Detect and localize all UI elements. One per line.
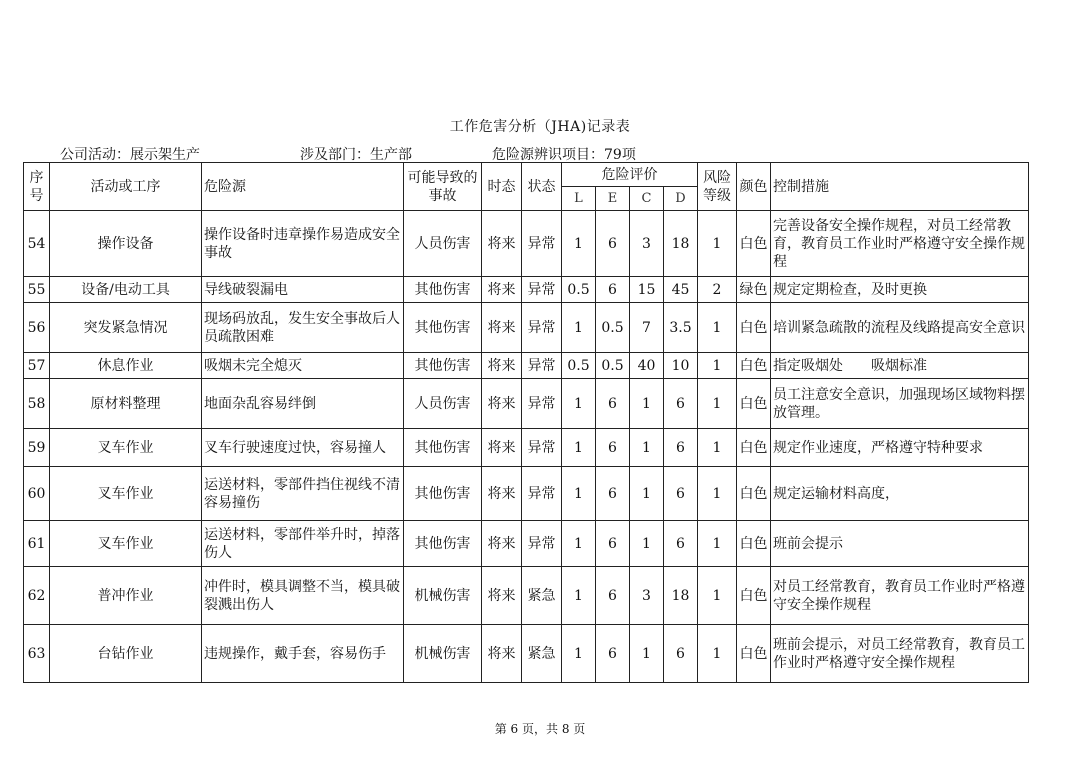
header-d: D (664, 187, 698, 211)
row-color: 绿色 (737, 277, 771, 303)
row-hazard: 运送材料，零部件挡住视线不清容易撞伤 (202, 467, 404, 521)
row-e: 6 (596, 277, 630, 303)
row-activity: 叉车作业 (50, 467, 202, 521)
row-l: 1 (562, 303, 596, 353)
row-tense: 将来 (482, 379, 522, 429)
table-row (24, 303, 1029, 353)
row-d: 45 (664, 277, 698, 303)
row-color: 白色 (737, 353, 771, 379)
row-e: 6 (596, 521, 630, 567)
row-state: 异常 (522, 467, 562, 521)
company-activity: 公司活动：展示架生产 (60, 147, 200, 163)
page-title: 工作危害分析（JHA)记录表 (449, 119, 631, 135)
row-seq: 62 (24, 567, 50, 625)
row-accident: 人员伤害 (404, 379, 482, 429)
row-seq: 57 (24, 353, 50, 379)
row-l: 1 (562, 521, 596, 567)
row-activity: 叉车作业 (50, 521, 202, 567)
row-level: 1 (698, 303, 737, 353)
row-activity: 台钻作业 (50, 625, 202, 683)
row-tense: 将来 (482, 521, 522, 567)
row-hazard: 地面杂乱容易绊倒 (202, 379, 404, 429)
row-accident: 其他伤害 (404, 303, 482, 353)
table-row (24, 277, 1029, 303)
row-d: 18 (664, 211, 698, 277)
row-tense: 将来 (482, 429, 522, 467)
header-l: L (562, 187, 596, 211)
row-activity: 突发紧急情况 (50, 303, 202, 353)
row-tense: 将来 (482, 277, 522, 303)
row-tense: 将来 (482, 567, 522, 625)
row-hazard: 导线破裂漏电 (202, 277, 404, 303)
row-tense: 将来 (482, 211, 522, 277)
table-row (24, 567, 1029, 625)
row-color: 白色 (737, 567, 771, 625)
row-state: 异常 (522, 211, 562, 277)
row-hazard: 违规操作，戴手套，容易伤手 (202, 625, 404, 683)
hazard-item-count: 危险源辨识项目：79项 (492, 147, 636, 163)
row-activity: 普冲作业 (50, 567, 202, 625)
row-e: 6 (596, 211, 630, 277)
row-l: 0.5 (562, 277, 596, 303)
row-d: 6 (664, 467, 698, 521)
row-color: 白色 (737, 467, 771, 521)
row-level: 1 (698, 467, 737, 521)
row-seq: 54 (24, 211, 50, 277)
row-l: 1 (562, 429, 596, 467)
table-row (24, 521, 1029, 567)
row-c: 3 (630, 567, 664, 625)
row-c: 1 (630, 625, 664, 683)
row-color: 白色 (737, 211, 771, 277)
row-d: 10 (664, 353, 698, 379)
row-state: 紧急 (522, 625, 562, 683)
header-state: 状态 (522, 163, 562, 211)
row-state: 异常 (522, 277, 562, 303)
row-accident: 其他伤害 (404, 521, 482, 567)
header-c: C (630, 187, 664, 211)
header-level: 风险等级 (698, 163, 737, 211)
table-row (24, 467, 1029, 521)
row-seq: 60 (24, 467, 50, 521)
table-row (24, 211, 1029, 277)
row-state: 异常 (522, 353, 562, 379)
row-d: 3.5 (664, 303, 698, 353)
row-d: 18 (664, 567, 698, 625)
row-seq: 56 (24, 303, 50, 353)
row-d: 6 (664, 379, 698, 429)
department: 涉及部门：生产部 (300, 147, 412, 163)
row-control: 班前会提示，对员工经常教育，教育员工作业时严格遵守安全操作规程 (771, 625, 1029, 683)
row-color: 白色 (737, 429, 771, 467)
row-c: 3 (630, 211, 664, 277)
row-d: 6 (664, 521, 698, 567)
row-hazard: 运送材料，零部件举升时，掉落伤人 (202, 521, 404, 567)
row-control: 完善设备安全操作规程，对员工经常教育，教育员工作业时严格遵守安全操作规程 (771, 211, 1029, 277)
row-c: 15 (630, 277, 664, 303)
row-seq: 58 (24, 379, 50, 429)
row-d: 6 (664, 429, 698, 467)
row-control: 班前会提示 (771, 521, 1029, 567)
row-accident: 其他伤害 (404, 467, 482, 521)
row-l: 0.5 (562, 353, 596, 379)
row-level: 1 (698, 353, 737, 379)
header-e: E (596, 187, 630, 211)
row-d: 6 (664, 625, 698, 683)
header-seq: 序号 (24, 163, 50, 211)
row-accident: 机械伤害 (404, 567, 482, 625)
header-tense: 时态 (482, 163, 522, 211)
row-l: 1 (562, 379, 596, 429)
header-accident: 可能导致的事故 (404, 163, 482, 211)
row-hazard: 叉车行驶速度过快，容易撞人 (202, 429, 404, 467)
row-accident: 其他伤害 (404, 353, 482, 379)
row-hazard: 现场码放乱，发生安全事故后人员疏散困难 (202, 303, 404, 353)
row-control: 指定吸烟处 吸烟标准 (771, 353, 1029, 379)
row-c: 7 (630, 303, 664, 353)
row-c: 1 (630, 429, 664, 467)
table-row (24, 353, 1029, 379)
header-activity: 活动或工序 (50, 163, 202, 211)
jha-table (23, 162, 1029, 683)
row-state: 异常 (522, 379, 562, 429)
row-c: 1 (630, 521, 664, 567)
row-e: 0.5 (596, 303, 630, 353)
row-level: 1 (698, 521, 737, 567)
row-seq: 61 (24, 521, 50, 567)
row-c: 1 (630, 379, 664, 429)
row-l: 1 (562, 625, 596, 683)
row-control: 规定定期检查，及时更换 (771, 277, 1029, 303)
table-row (24, 625, 1029, 683)
row-level: 1 (698, 429, 737, 467)
row-accident: 其他伤害 (404, 429, 482, 467)
row-tense: 将来 (482, 467, 522, 521)
row-e: 0.5 (596, 353, 630, 379)
row-activity: 叉车作业 (50, 429, 202, 467)
row-level: 2 (698, 277, 737, 303)
row-e: 6 (596, 467, 630, 521)
row-level: 1 (698, 211, 737, 277)
header-row (24, 163, 1029, 187)
row-e: 6 (596, 567, 630, 625)
row-c: 40 (630, 353, 664, 379)
row-accident: 人员伤害 (404, 211, 482, 277)
row-hazard: 冲件时，模具调整不当，模具破裂溅出伤人 (202, 567, 404, 625)
row-level: 1 (698, 625, 737, 683)
table-row (24, 379, 1029, 429)
row-e: 6 (596, 625, 630, 683)
row-control: 员工注意安全意识，加强现场区域物料摆放管理。 (771, 379, 1029, 429)
row-color: 白色 (737, 521, 771, 567)
row-l: 1 (562, 211, 596, 277)
row-tense: 将来 (482, 353, 522, 379)
row-tense: 将来 (482, 303, 522, 353)
row-control: 规定作业速度，严格遵守特种要求 (771, 429, 1029, 467)
row-color: 白色 (737, 303, 771, 353)
row-activity: 操作设备 (50, 211, 202, 277)
table-row (24, 429, 1029, 467)
row-level: 1 (698, 379, 737, 429)
row-e: 6 (596, 429, 630, 467)
row-seq: 55 (24, 277, 50, 303)
row-tense: 将来 (482, 625, 522, 683)
row-accident: 其他伤害 (404, 277, 482, 303)
row-control: 培训紧急疏散的流程及线路提高安全意识 (771, 303, 1029, 353)
row-state: 异常 (522, 521, 562, 567)
row-seq: 63 (24, 625, 50, 683)
row-accident: 机械伤害 (404, 625, 482, 683)
row-control: 规定运输材料高度， (771, 467, 1029, 521)
row-color: 白色 (737, 625, 771, 683)
page-footer: 第 6 页，共 8 页 (494, 722, 586, 736)
row-state: 紧急 (522, 567, 562, 625)
row-e: 6 (596, 379, 630, 429)
header-hazard: 危险源 (202, 163, 404, 211)
row-seq: 59 (24, 429, 50, 467)
row-level: 1 (698, 567, 737, 625)
row-state: 异常 (522, 303, 562, 353)
header-risk-eval: 危险评价 (562, 163, 698, 187)
row-l: 1 (562, 467, 596, 521)
row-control: 对员工经常教育，教育员工作业时严格遵守安全操作规程 (771, 567, 1029, 625)
row-state: 异常 (522, 429, 562, 467)
row-color: 白色 (737, 379, 771, 429)
header-control: 控制措施 (771, 163, 1029, 211)
row-hazard: 操作设备时违章操作易造成安全事故 (202, 211, 404, 277)
row-l: 1 (562, 567, 596, 625)
row-hazard: 吸烟未完全熄灭 (202, 353, 404, 379)
row-activity: 休息作业 (50, 353, 202, 379)
row-activity: 设备/电动工具 (50, 277, 202, 303)
row-c: 1 (630, 467, 664, 521)
row-activity: 原材料整理 (50, 379, 202, 429)
header-color: 颜色 (737, 163, 771, 211)
